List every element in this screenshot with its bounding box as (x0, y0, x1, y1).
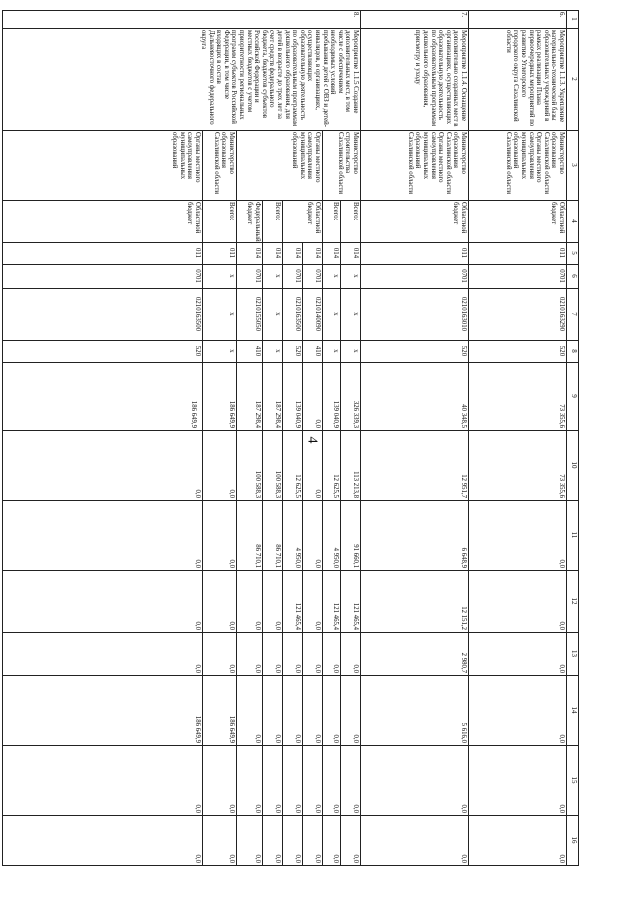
subrow-divider (322, 200, 323, 865)
cell-rz: 0701 (314, 269, 321, 283)
row-divider (578, 10, 579, 866)
cell-rz: 0701 (460, 269, 467, 283)
cell-y13: 0,0 (352, 664, 359, 673)
cell-y13: 2 980,7 (460, 652, 467, 673)
event-name: Мероприятие 1.1.4. Оснащение дополнительно созданных мест в организациях, осуществляющих образовательную деятельность по образовательным программам дошкольного образования, присмотру и уходу (414, 30, 467, 127)
cell-total: 139 040,9 (294, 400, 301, 428)
cell-y13: 0,0 (558, 664, 565, 673)
cell-y13: 0,0 (314, 664, 321, 673)
cell-y14: 0,0 (558, 734, 565, 743)
cell-y13: 0,0 (228, 664, 235, 673)
cell-y16: 0,0 (460, 854, 467, 863)
cell-vr: 520 (294, 345, 301, 357)
cell-y10: 12 951,7 (460, 474, 467, 498)
cell-y10: 113 213,8 (352, 471, 359, 498)
cell-rz: x (228, 274, 235, 278)
cell-csr: x (274, 312, 281, 316)
page-number: 4 (304, 436, 320, 444)
cell-y13: 0,0 (294, 664, 301, 673)
subrow-divider (282, 200, 283, 865)
row-divider (2, 10, 3, 866)
column-number-header: 9 (570, 394, 578, 398)
cell-y10: 100 588,3 (274, 470, 281, 498)
executor-name: Органы местного самоуправления муниципальных образований (291, 132, 321, 183)
column-divider (3, 675, 579, 676)
cell-y14: 0,0 (274, 734, 281, 743)
cell-vr: 520 (558, 345, 565, 357)
cell-y11: 0,0 (314, 559, 321, 568)
cell-y12: 0,0 (228, 621, 235, 630)
cell-y12: 0,0 (274, 621, 281, 630)
column-divider (3, 362, 579, 363)
cell-source: Всего: (332, 202, 339, 221)
column-number-header: 15 (570, 776, 578, 784)
cell-csr: x (228, 312, 235, 316)
column-number-header: 11 (570, 531, 578, 539)
cell-source: Всего: (228, 202, 235, 221)
cell-y11: 86 710,1 (274, 544, 281, 568)
column-number-header: 6 (570, 274, 578, 278)
budget-table (3, 10, 579, 895)
column-divider (3, 288, 579, 289)
column-number-header: 13 (570, 650, 578, 657)
column-divider (3, 430, 579, 431)
cell-y16: 0,0 (228, 854, 235, 863)
cell-total: 326 339,3 (352, 400, 359, 428)
column-number-header: 7 (570, 312, 578, 316)
cell-y13: 0,0 (332, 664, 339, 673)
subrow-divider (236, 200, 237, 865)
cell-y10: 0,0 (314, 489, 321, 498)
cell-y16: 0,0 (274, 854, 281, 863)
executor-divider (322, 130, 323, 200)
column-divider (3, 28, 579, 29)
cell-grbs: 014 (314, 247, 321, 259)
cell-y15: 0,0 (194, 804, 201, 813)
cell-y14: 186 649,9 (228, 715, 235, 743)
cell-y15: 0,0 (228, 804, 235, 813)
event-name: Мероприятие 1.1.3. Укрепление материально-технической базы образовательных учреждений в рамках реализации Плана первоочередных мероприятий по развитию Углегорского городского округа Сахалинской области (504, 30, 565, 127)
column-number-header: 10 (570, 461, 578, 469)
cell-y16: 0,0 (254, 854, 261, 863)
cell-grbs: 011 (228, 248, 235, 258)
cell-grbs: 011 (194, 248, 201, 258)
cell-grbs: 011 (460, 248, 467, 258)
cell-y12: 121 465,4 (352, 602, 359, 630)
cell-y11: 4 950,0 (332, 547, 339, 568)
cell-total: 187 298,4 (254, 400, 261, 428)
cell-total: 186 649,9 (190, 400, 197, 428)
cell-y13: 0,0 (194, 664, 201, 673)
cell-grbs: 014 (274, 247, 281, 259)
column-number-header: 3 (570, 163, 578, 167)
column-divider (3, 570, 579, 571)
cell-y12: 0,0 (254, 621, 261, 630)
cell-y12: 0,0 (558, 621, 565, 630)
column-divider (3, 632, 579, 633)
column-number-header: 14 (570, 706, 578, 714)
subrow-divider (302, 200, 303, 865)
subrow-divider (262, 200, 263, 865)
cell-rz: 0701 (194, 269, 201, 283)
cell-source: Областной бюджет (186, 202, 201, 234)
cell-y11: 6 648,9 (460, 547, 467, 568)
row-divider (566, 10, 567, 866)
cell-source: Всего: (274, 202, 281, 221)
column-number-header: 16 (570, 836, 578, 844)
merge-cover (302, 201, 303, 242)
executor-divider (202, 130, 203, 200)
cell-csr: 0210140090 (314, 297, 321, 331)
cell-total: 186 649,9 (228, 400, 235, 428)
cell-y11: 91 660,1 (352, 544, 359, 568)
cell-y15: 0,0 (254, 804, 261, 813)
column-divider (3, 865, 579, 866)
column-divider (3, 264, 579, 265)
row-divider (468, 10, 469, 866)
cell-y11: 86 710,1 (254, 544, 261, 568)
cell-y14: 0,0 (314, 734, 321, 743)
cell-y11: 4 950,0 (294, 547, 301, 568)
cell-vr: x (228, 349, 235, 353)
cell-rz: 0701 (558, 269, 565, 283)
cell-source: Областной бюджет (306, 202, 321, 234)
cell-y14: 5 616,0 (460, 722, 467, 743)
cell-y11: 0,0 (228, 559, 235, 568)
cell-vr: 520 (194, 345, 201, 357)
cell-vr: x (274, 349, 281, 353)
column-number-header: 12 (570, 597, 578, 605)
cell-y11: 0,0 (194, 559, 201, 568)
cell-y16: 0,0 (352, 854, 359, 863)
cell-total: 0,0 (314, 419, 321, 428)
event-name: Мероприятие 1.1.5 Создание дополнительных мест, в том числе с обеспечением необходимых условий пребывания детей с ОВЗ и детей-инвалидов, в организациях, осуществляющих образовательную деятельность по образовательным программам дошкольного образования, для детей в возрасте до трех лет за счет средств федерального бюджета, бюджетов субъектов Российской Федерации и местных бюджетов с учетом приоритетности региональных программ субъектов Российской Федерации, в том числе входящих в состав Дальневосточного федерального округа (200, 30, 359, 128)
cell-csr: 0210163010 (460, 297, 467, 331)
cell-grbs: 011 (558, 248, 565, 258)
executor-name: Министерство образования Сахалинской области (212, 132, 235, 195)
cell-source: Областной бюджет (550, 202, 565, 234)
cell-y10: 12 625,5 (294, 474, 301, 498)
column-divider (3, 242, 579, 243)
cell-grbs: 014 (352, 247, 359, 259)
cell-y14: 0,0 (294, 734, 301, 743)
cell-csr: 0210163290 (558, 297, 565, 331)
column-number-header: 2 (570, 77, 578, 81)
cell-y15: 0,0 (294, 804, 301, 813)
cell-grbs: 014 (254, 247, 261, 259)
column-number-header: 1 (570, 17, 578, 21)
cell-y15: 0,0 (558, 804, 565, 813)
cell-csr: 0210163500 (194, 297, 201, 331)
cell-source: Областной бюджет (452, 202, 467, 234)
executor-name: Министерство строительства Сахалинской области (336, 132, 359, 195)
cell-y16: 0,0 (332, 854, 339, 863)
cell-vr: 520 (460, 345, 467, 357)
cell-rz: x (332, 274, 339, 278)
row-divider (360, 10, 361, 866)
cell-rz: 0701 (254, 269, 261, 283)
cell-y10: 0,0 (228, 489, 235, 498)
cell-y16: 0,0 (294, 854, 301, 863)
cell-csr: 0210163500 (294, 297, 301, 331)
cell-vr: x (352, 349, 359, 353)
row-number: 6. (558, 12, 565, 18)
cell-y13: 0,0 (274, 664, 281, 673)
column-divider (3, 745, 579, 746)
column-divider (3, 340, 579, 341)
cell-total: 187 298,4 (274, 400, 281, 428)
cell-y12: 0,0 (314, 621, 321, 630)
cell-total: 40 348,5 (460, 404, 467, 428)
cell-y15: 0,0 (460, 804, 467, 813)
cell-source (284, 202, 301, 240)
cell-total: 139 040,9 (332, 400, 339, 428)
cell-total: 73 355,6 (558, 404, 565, 428)
cell-source: Федеральный бюджет (246, 202, 261, 242)
cell-y12: 12 151,2 (460, 606, 467, 630)
cell-y14: 186 649,9 (194, 715, 201, 743)
cell-y14: 0,0 (332, 734, 339, 743)
cell-y10: 73 355,6 (558, 474, 565, 498)
cell-csr: x (332, 312, 339, 316)
cell-y16: 0,0 (314, 854, 321, 863)
cell-rz: x (274, 274, 281, 278)
column-divider (3, 130, 579, 131)
cell-y12: 121 465,4 (332, 602, 339, 630)
cell-rz: 0701 (294, 269, 301, 283)
cell-y15: 0,0 (274, 804, 281, 813)
cell-y12: 121 465,4 (294, 602, 301, 630)
executor-divider (236, 130, 237, 200)
row-number: 7. (460, 12, 467, 18)
cell-y15: 0,0 (314, 804, 321, 813)
cell-y10: 0,0 (194, 489, 201, 498)
cell-y14: 0,0 (352, 734, 359, 743)
cell-y11: 0,0 (558, 559, 565, 568)
column-divider (3, 200, 579, 201)
executor-name: Министерство образования Сахалинской области Органы местного самоуправления муниципальных образований Сахалинской области (504, 132, 565, 195)
cell-csr: x (352, 312, 359, 316)
cell-y13: 0,0 (254, 664, 261, 673)
cell-y15: 0,0 (332, 804, 339, 813)
cell-y16: 0,0 (194, 854, 201, 863)
executor-name: Министерство образования Сахалинской области Органы местного самоуправления муниципальных образований Сахалинской области (406, 132, 467, 195)
column-divider (3, 500, 579, 501)
column-divider (3, 10, 579, 11)
cell-grbs: 014 (294, 247, 301, 259)
subrow-divider (340, 200, 341, 865)
cell-y10: 100 588,3 (254, 470, 261, 498)
cell-grbs: 014 (332, 247, 339, 259)
executor-name: Органы местного самоуправления муниципальных образований (171, 132, 201, 183)
cell-y14: 0,0 (254, 734, 261, 743)
column-number-header: 5 (570, 251, 578, 255)
cell-csr: 0210155050 (254, 297, 261, 331)
cell-y10: 12 625,5 (332, 474, 339, 498)
cell-vr: x (332, 349, 339, 353)
cell-rz: x (352, 274, 359, 278)
subrow-divider (202, 200, 203, 865)
cell-y16: 0,0 (558, 854, 565, 863)
row-number: 8. (352, 12, 359, 18)
column-number-header: 4 (570, 219, 578, 223)
cell-vr: 410 (254, 345, 261, 357)
cell-y15: 0,0 (352, 804, 359, 813)
cell-vr: 410 (314, 345, 321, 357)
column-divider (3, 815, 579, 816)
column-number-header: 8 (570, 349, 578, 353)
cell-source: Всего: (352, 202, 359, 221)
cell-y12: 0,0 (194, 621, 201, 630)
